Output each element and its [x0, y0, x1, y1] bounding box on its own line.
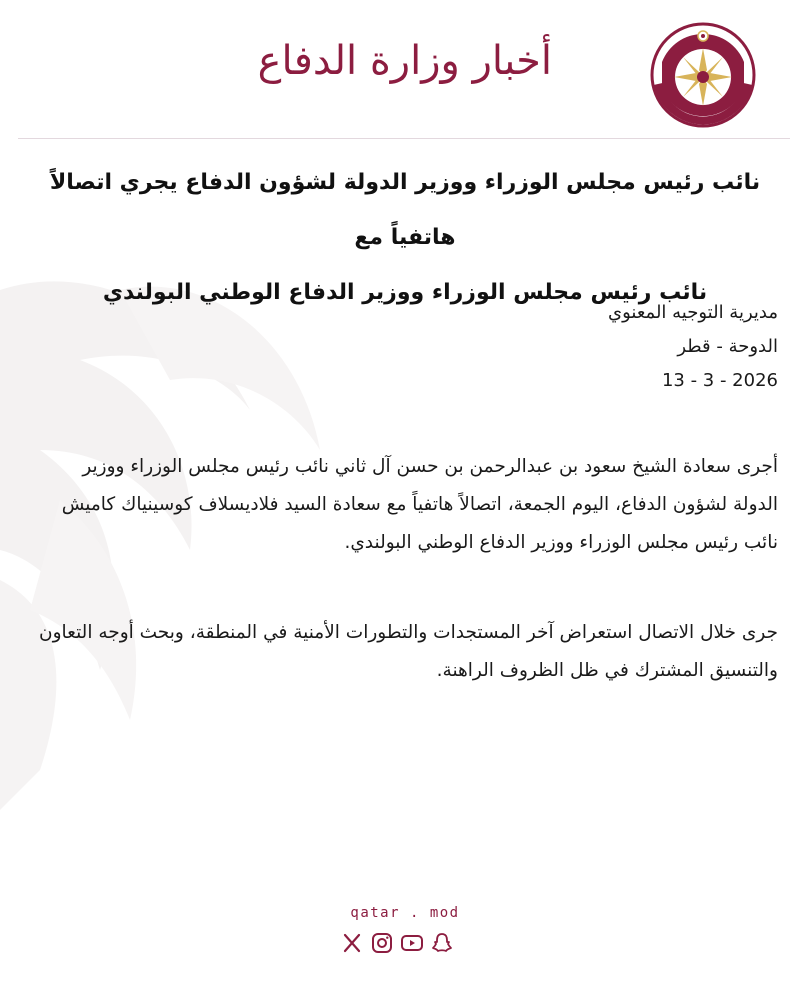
body-paragraph-2: جرى خلال الاتصال استعراض آخر المستجدات والتطورات الأمنية في المنطقة، وبحث أوجه التعاون والتنسيق المشترك في ظل الظروف الراهنة.	[39, 622, 778, 681]
page-footer	[330, 905, 480, 965]
location-label: الدوحة - قطر	[677, 336, 778, 357]
headline-line-1: نائب رئيس مجلس الوزراء ووزير الدولة لشؤون الدفاع يجري اتصالاً هاتفياً مع	[49, 170, 761, 250]
snapchat-icon[interactable]	[430, 931, 454, 955]
header-title: أخبار وزارة الدفاع	[257, 38, 552, 84]
header-divider	[18, 138, 790, 139]
date-label: 13 - 3 - 2026	[661, 370, 778, 391]
social-handle: qatar . mod	[350, 905, 460, 921]
headline-line-2: نائب رئيس مجلس الوزراء ووزير الدفاع الوطني البولندي	[102, 280, 708, 305]
body-paragraph-1: أجرى سعادة الشيخ سعود بن عبدالرحمن بن حسن آل ثاني نائب رئيس مجلس الوزراء ووزير الدولة لشؤون الدفاع، اليوم الجمعة، اتصالاً هاتفياً مع سعادة السيد فلاديسلاف كوسينياك كاميش نائب رئيس مجلس الوزراء ووزير الدفاع الوطني البولندي.	[61, 456, 778, 553]
social-icons	[340, 931, 454, 955]
youtube-icon[interactable]	[400, 931, 424, 955]
source-label: مديرية التوجيه المعنوي	[608, 302, 778, 323]
article-meta	[608, 296, 778, 398]
instagram-icon[interactable]	[370, 931, 394, 955]
x-icon[interactable]	[340, 931, 364, 955]
page-header	[0, 0, 810, 130]
ministry-of-defence-emblem-icon	[650, 22, 756, 128]
